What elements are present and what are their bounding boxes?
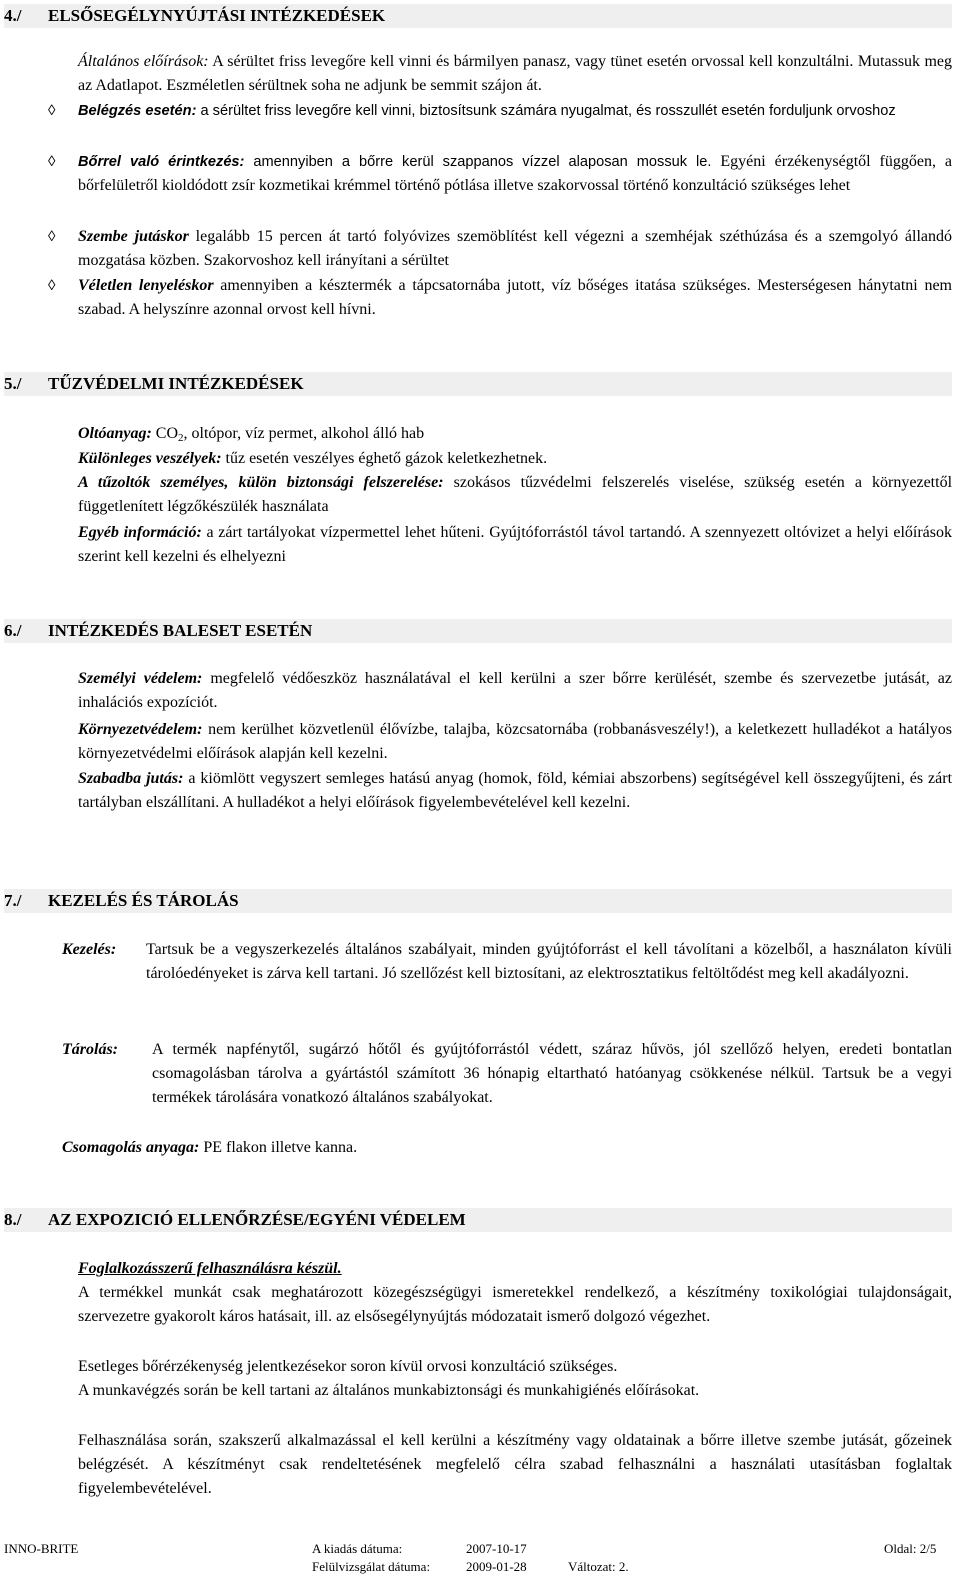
handling-text: Tartsuk be a vegyszerkezelés általános szabályait, minden gyújtóforrást el kell távolítani a közelből, a használaton kívüli tárolóedényeket is zárva kell tartani. Jó szellőzést kell biztosítani, az elektrosztatikus feltöltődést meg kell akadályozni. bbox=[146, 941, 952, 983]
section-5-heading bbox=[4, 372, 952, 396]
other-label: Egyéb információ: bbox=[78, 524, 202, 541]
subtitle-text: Foglalkozásszerű felhasználásra készül. bbox=[78, 1260, 342, 1277]
footer-issue-label: A kiadás dátuma: bbox=[312, 1541, 403, 1556]
section-number: 5./ bbox=[4, 374, 22, 393]
diamond-bullet-icon: ◊ bbox=[48, 278, 56, 294]
agent-rest: , oltópor, víz permet, alkohol álló hab bbox=[183, 425, 425, 442]
env-label: Környezetvédelem: bbox=[78, 721, 203, 738]
environmental-protection bbox=[78, 718, 952, 766]
agent-label: Oltóanyag: bbox=[78, 425, 152, 442]
section-8-heading bbox=[4, 1208, 952, 1232]
agent-subscript: 2 bbox=[178, 432, 184, 444]
exposure-paragraph-1: A termékkel munkát csak meghatározott közegészségügyi ismeretekkel rendelkező, a készítmény toxikológiai tulajdonságait, szervezetre gyakorolt káros hatásait, ill. az elsősegélynyújtás módozatait ismerő dolgozó végezhet. bbox=[78, 1284, 952, 1326]
handling-block bbox=[62, 938, 952, 986]
storage-text: A termék napfénytől, sugárzó hőtől és gyújtóforrástól védett, száraz hűvös, jól szellőző helyen, eredeti bontatlan csomagolásban tárolva a gyártástól számított 36 hónapig eltartható hatóanyag csökkenése nélkül. Tartsuk be a vegyi termékek tárolására vonatkozó általános szabályokat. bbox=[152, 1041, 952, 1107]
extinguishing-media bbox=[78, 422, 952, 446]
storage-label: Tárolás: bbox=[62, 1041, 118, 1058]
footer-review-date: 2009-01-28 bbox=[466, 1559, 527, 1574]
section-6-heading bbox=[4, 619, 952, 643]
section-title: TŰZVÉDELMI INTÉZKEDÉSEK bbox=[48, 374, 304, 393]
footer-company: INNO-BRITE bbox=[4, 1541, 79, 1556]
section-title: AZ EXPOZICIÓ ELLENŐRZÉSE/EGYÉNI VÉDELEM bbox=[48, 1210, 466, 1229]
release-label: Szabadba jutás: bbox=[78, 770, 184, 787]
hazard-text: tűz esetén veszélyes éghető gázok keletkezhetnek. bbox=[225, 450, 548, 467]
personal-text: megfelelő védőeszköz használatával el kell kerülni a szer bőrre kerülését, szembe és szervezetbe jutását, az inhalációs expozíciót. bbox=[78, 670, 952, 712]
special-hazards bbox=[78, 447, 952, 471]
section-number: 4./ bbox=[4, 6, 22, 25]
item-label: Véletlen lenyeléskor bbox=[78, 277, 214, 294]
diamond-bullet-icon: ◊ bbox=[48, 103, 56, 119]
item-text: a sérültet friss levegőre kell vinni, biztosítsunk számára nyugalmat, és rosszullét esetén forduljunk orvoshoz bbox=[200, 103, 896, 119]
exposure-subtitle bbox=[78, 1257, 952, 1281]
ff-text: szokásos tűzvédelmi felszerelés viselése, szükség esetén a környezettől függetlenített légzőkészülék használata bbox=[78, 474, 953, 516]
footer-page: Oldal: 2/5 bbox=[884, 1541, 937, 1556]
release-handling bbox=[78, 767, 952, 815]
other-information bbox=[78, 521, 952, 569]
hazard-label: Különleges veszélyek: bbox=[78, 450, 222, 467]
section-7-heading bbox=[4, 889, 952, 913]
section-title: ELSŐSEGÉLYNYÚJTÁSI INTÉZKEDÉSEK bbox=[48, 6, 386, 25]
footer-issue-date: 2007-10-17 bbox=[466, 1541, 527, 1556]
packaging-text: PE flakon illetve kanna. bbox=[203, 1139, 358, 1156]
first-aid-item-skin bbox=[78, 150, 952, 198]
exposure-paragraph-4: Felhasználása során, szakszerű alkalmazással el kell kerülni a készítmény vagy oldatainak a bőrre illetve szembe jutását, gőzeinek belégzését. A készítményt csak rendeltetésének megfelelő célra szabad felhasználni a használati utasításban foglaltak figyelembevételével. bbox=[78, 1432, 952, 1498]
item-text: amennyiben a bőrre kerül szappanos vízzel alaposan mossuk le. bbox=[253, 154, 712, 170]
section-4-heading bbox=[4, 4, 952, 28]
ff-label: A tűzoltók személyes, külön biztonsági felszerelése: bbox=[78, 474, 444, 491]
item-text-continued: Egyéni érzékenységtől függően, a bőrfelületről kioldódott zsír kozmetikai krémmel történő pótlása illetve szakorvossal történő konzultáció szükséges lehet bbox=[78, 153, 952, 195]
personal-protection bbox=[78, 667, 952, 715]
release-text: a kiömlött vegyszert semleges hatású anyag (homok, föld, kémiai abszorbens) segítségével kell összegyűjteni, és zárt tartályban elszállítani. A hulladékot a helyi előírások figyelembevételével kell kezelni. bbox=[78, 770, 953, 812]
footer-review-label: Felülvizsgálat dátuma: bbox=[312, 1559, 431, 1574]
footer-version: Változat: 2. bbox=[568, 1559, 629, 1574]
agent-co: CO bbox=[155, 425, 179, 442]
packaging-block bbox=[62, 1136, 952, 1160]
section-number: 7./ bbox=[4, 891, 22, 910]
item-label: Belégzés esetén: bbox=[78, 103, 197, 119]
general-text: A sérültet friss levegőre kell vinni és bármilyen panasz, vagy tünet esetén orvossal kell konzultálni. Mutassuk meg az Adatlapot. Eszméletlen sérültnek soha ne adjunk be semmit szájon át. bbox=[78, 53, 953, 95]
section-number: 6./ bbox=[4, 621, 22, 640]
exposure-paragraph-3: A munkavégzés során be kell tartani az általános munkabiztonsági és munkahigiénés előírásokat. bbox=[78, 1382, 700, 1399]
env-text: nem kerülhet közvetlenül élővízbe, talajba, közcsatornába (robbanásveszély!), a keletkezett hulladékot a hatályos környezetvédelmi előírások alapján kell kezelni. bbox=[78, 721, 952, 763]
item-text: amennyiben a késztermék a tápcsatornába jutott, víz bőséges itatása szükséges. Mesterségesen hánytatni nem szabad. A helyszínre azonnal orvost kell hívni. bbox=[78, 277, 953, 319]
section-number: 8./ bbox=[4, 1210, 22, 1229]
exposure-paragraph-2: Esetleges bőrérzékenység jelentkezésekor soron kívül orvosi konzultáció szükséges. bbox=[78, 1358, 618, 1375]
firefighter-equipment bbox=[78, 471, 952, 519]
diamond-bullet-icon: ◊ bbox=[48, 154, 56, 170]
section-title: KEZELÉS ÉS TÁROLÁS bbox=[48, 891, 239, 910]
general-instructions bbox=[78, 50, 952, 98]
diamond-bullet-icon: ◊ bbox=[48, 229, 56, 245]
handling-label: Kezelés: bbox=[62, 941, 117, 958]
item-text: legalább 15 percen át tartó folyóvizes szemöblítést kell végezni a szemhéjak széthúzása és a szemgolyó állandó mozgatása közben. Szakorvoshoz kell irányítani a sérültet bbox=[78, 228, 952, 270]
personal-label: Személyi védelem: bbox=[78, 670, 203, 687]
packaging-label: Csomagolás anyaga: bbox=[62, 1139, 200, 1156]
item-label: Szembe jutáskor bbox=[78, 228, 189, 245]
first-aid-item-inhalation bbox=[78, 99, 952, 123]
first-aid-item-ingestion bbox=[78, 274, 952, 322]
other-text: a zárt tartályokat vízpermettel lehet hűteni. Gyújtóforrástól távol tartandó. A szennyezett oltóvizet a helyi előírások szerint kell kezelni és elhelyezni bbox=[78, 524, 953, 566]
section-title: INTÉZKEDÉS BALESET ESETÉN bbox=[48, 621, 313, 640]
general-label: Általános előírások: bbox=[78, 53, 209, 70]
item-label: Bőrrel való érintkezés: bbox=[78, 154, 245, 170]
storage-block bbox=[62, 1038, 952, 1111]
first-aid-item-eyes bbox=[78, 225, 952, 273]
